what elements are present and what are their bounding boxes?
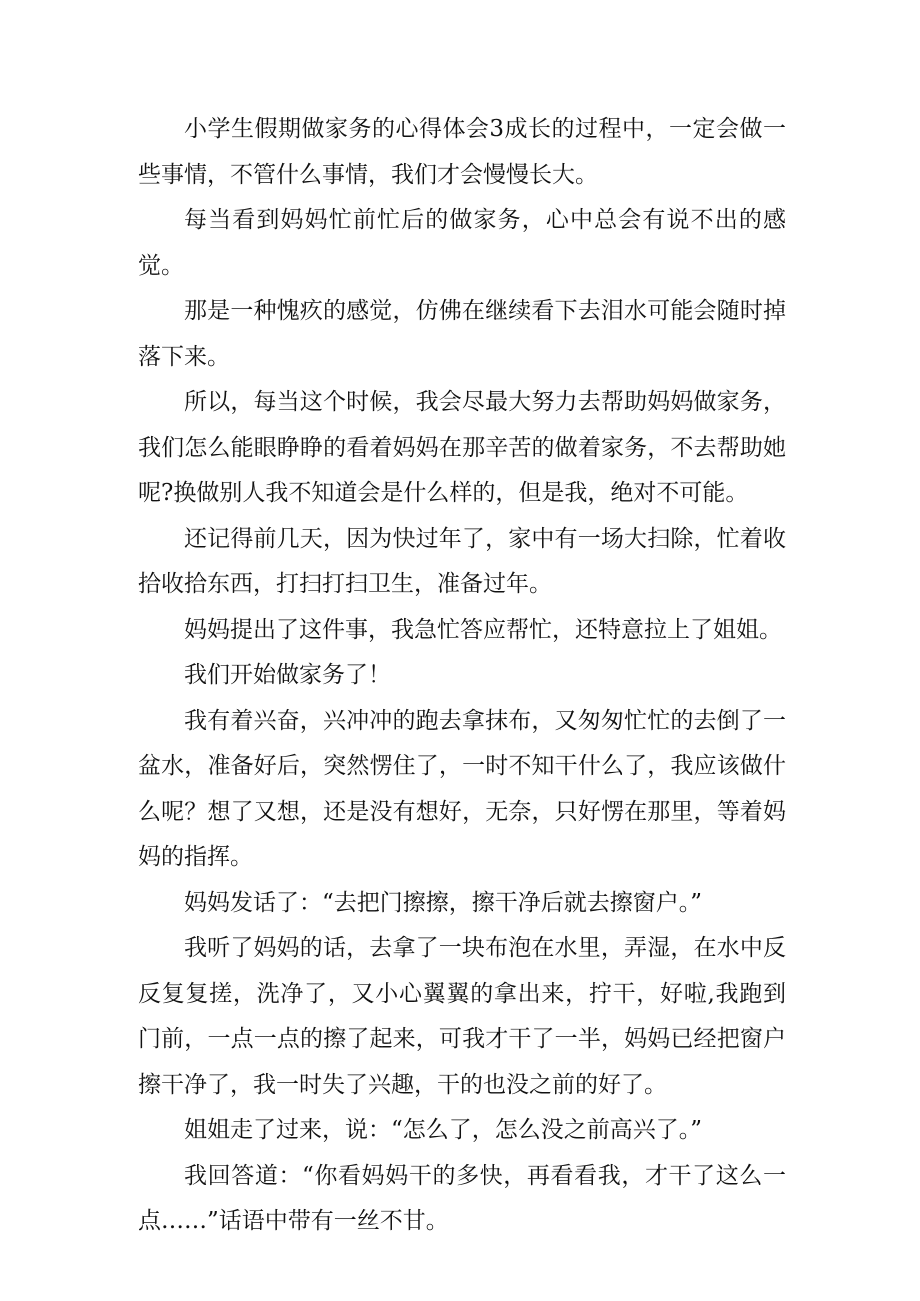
paragraph-5: 还记得前几天，因为快过年了，家中有一场大扫除，忙着收拾收拾东西，打扫打扫卫生，准备过年。 <box>138 525 786 597</box>
paragraph-8: 我有着兴奋，兴冲冲的跑去拿抹布，又匆匆忙忙的去倒了一盆水，准备好后，突然愣住了，一时不知干什么了，我应该做什么呢？想了又想，还是没有想好，无奈，只好愣在那里，等着妈妈的指挥。 <box>138 707 786 870</box>
paragraph-12: 我回答道：“你看妈妈干的多快，再看看我，才干了这么一点……”话语中带有一丝不甘。 <box>138 1162 786 1234</box>
paragraph-10: 我听了妈妈的话，去拿了一块布泡在水里，弄湿，在水中反反复复搓，洗净了，又小心翼翼的拿出来，拧干，好啦,我跑到门前，一点一点的擦了起来，可我才干了一半，妈妈已经把窗户擦干净了，我一时失了兴趣，干的也没之前的好了。 <box>138 935 786 1098</box>
paragraph-7: 我们开始做家务了！ <box>184 662 391 688</box>
paragraph-1: 小学生假期做家务的心得体会3成长的过程中，一定会做一些事情，不管什么事情，我们才会慢慢长大。 <box>138 116 786 188</box>
paragraph-9: 妈妈发话了：“去把门擦擦，擦干净后就去擦窗户。” <box>184 889 703 916</box>
paragraph-4: 所以，每当这个时候，我会尽最大努力去帮助妈妈做家务，我们怎么能眼睁睁的看着妈妈在那辛苦的做着家务，不去帮助她呢?换做别人我不知道会是什么样的，但是我，绝对不可能。 <box>138 389 786 506</box>
paragraph-11: 姐姐走了过来，说：“怎么了，怎么没之前高兴了。” <box>184 1117 703 1143</box>
paragraph-2: 每当看到妈妈忙前忙后的做家务，心中总会有说不出的感觉。 <box>138 207 786 279</box>
paragraph-3: 那是一种愧疚的感觉，仿佛在继续看下去泪水可能会随时掉落下来。 <box>138 298 786 370</box>
document-body <box>138 107 786 1245</box>
paragraph-6: 妈妈提出了这件事，我急忙答应帮忙，还特意拉上了姐姐。 <box>184 616 782 643</box>
